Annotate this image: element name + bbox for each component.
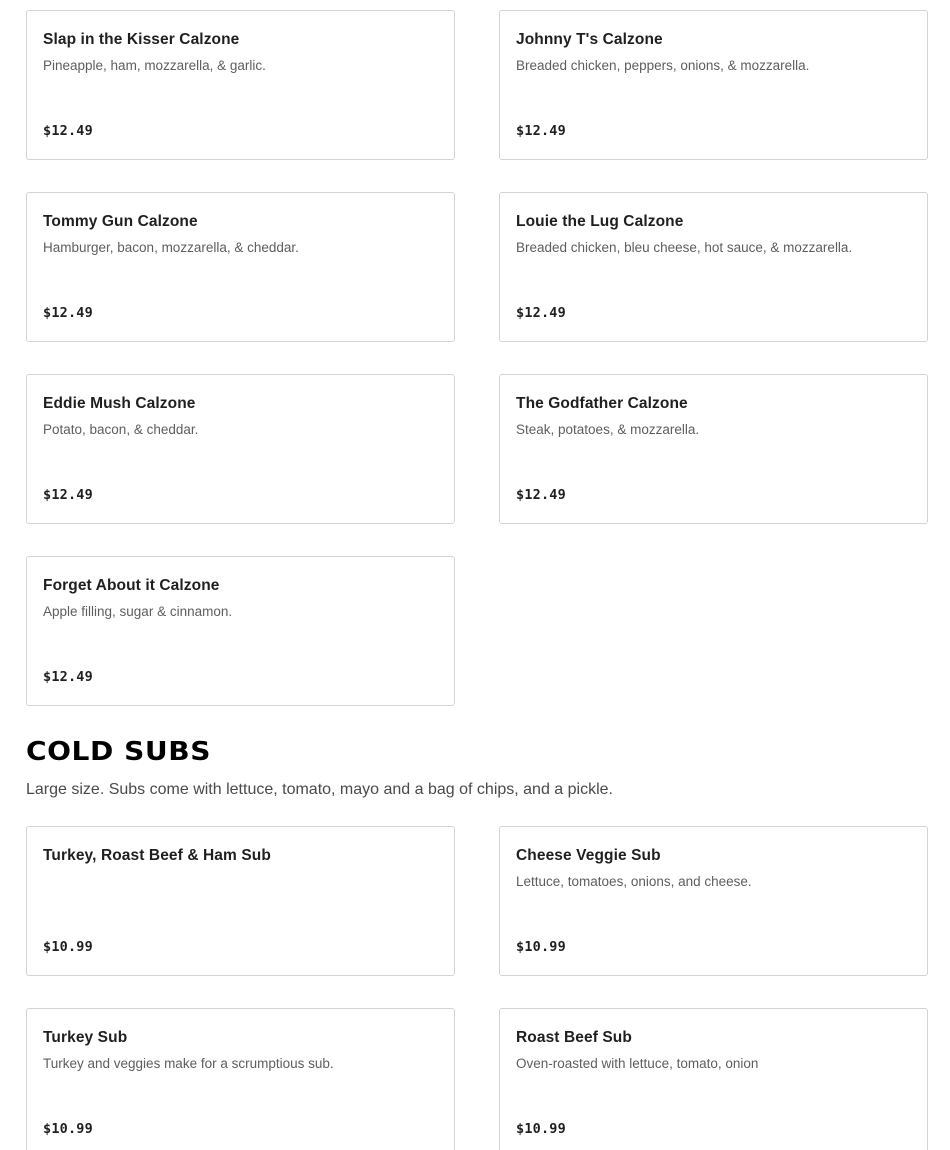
menu-item-card[interactable] [26,374,455,524]
menu-item-name: The Godfather Calzone [516,395,688,412]
menu-item-description: Potato, bacon, & cheddar. [43,422,199,437]
menu-item-card[interactable] [26,1008,455,1150]
calzone-grid [26,10,928,706]
menu-item-price: $12.49 [43,669,93,685]
menu-item-price: $12.49 [516,487,566,503]
menu-item-price: $12.49 [43,123,93,139]
menu-item-description: Breaded chicken, bleu cheese, hot sauce, & mozzarella. [516,240,853,255]
menu-item-price: $12.49 [43,487,93,503]
menu-item-description: Lettuce, tomatoes, onions, and cheese. [516,874,752,889]
menu-item-name: Tommy Gun Calzone [43,213,198,230]
menu-item-description: Pineapple, ham, mozzarella, & garlic. [43,58,266,73]
menu-item-card[interactable] [499,826,928,976]
menu-item-name: Louie the Lug Calzone [516,213,684,230]
menu-item-name: Turkey Sub [43,1029,128,1046]
menu-item-name: Johnny T's Calzone [516,31,663,48]
menu-item-description: Apple filling, sugar & cinnamon. [43,604,233,619]
menu-item-price: $12.49 [516,305,566,321]
section-title: COLD SUBS [26,737,211,767]
menu-item-description: Breaded chicken, peppers, onions, & mozzarella. [516,58,810,73]
menu-item-card[interactable] [26,826,455,976]
menu-item-description: Hamburger, bacon, mozzarella, & cheddar. [43,240,299,255]
menu-item-description: Turkey and veggies make for a scrumptious sub. [43,1056,334,1071]
menu-item-card[interactable] [26,192,455,342]
menu-item-name: Turkey, Roast Beef & Ham Sub [43,847,271,864]
menu-item-name: Eddie Mush Calzone [43,395,196,412]
menu-item-description: Steak, potatoes, & mozzarella. [516,422,700,437]
menu-item-price: $10.99 [516,1121,566,1137]
menu-item-name: Slap in the Kisser Calzone [43,31,240,48]
menu-item-description: Oven-roasted with lettuce, tomato, onion [516,1056,759,1071]
menu-item-price: $12.49 [516,123,566,139]
menu-item-price: $10.99 [43,1121,93,1137]
menu-item-name: Forget About it Calzone [43,577,220,594]
menu-item-price: $12.49 [43,305,93,321]
menu-item-card[interactable] [26,556,455,706]
menu-item-card[interactable] [26,10,455,160]
menu-item-name: Cheese Veggie Sub [516,847,661,864]
section-description: Large size. Subs come with lettuce, tomato, mayo and a bag of chips, and a pickle. [26,781,613,798]
menu-item-price: $10.99 [43,939,93,955]
menu-item-card[interactable] [499,374,928,524]
menu-item-name: Roast Beef Sub [516,1029,632,1046]
cold-subs-grid [26,826,928,1150]
menu-item-price: $10.99 [516,939,566,955]
menu-item-card[interactable] [499,10,928,160]
menu-item-card[interactable] [499,192,928,342]
menu-item-card[interactable] [499,1008,928,1150]
